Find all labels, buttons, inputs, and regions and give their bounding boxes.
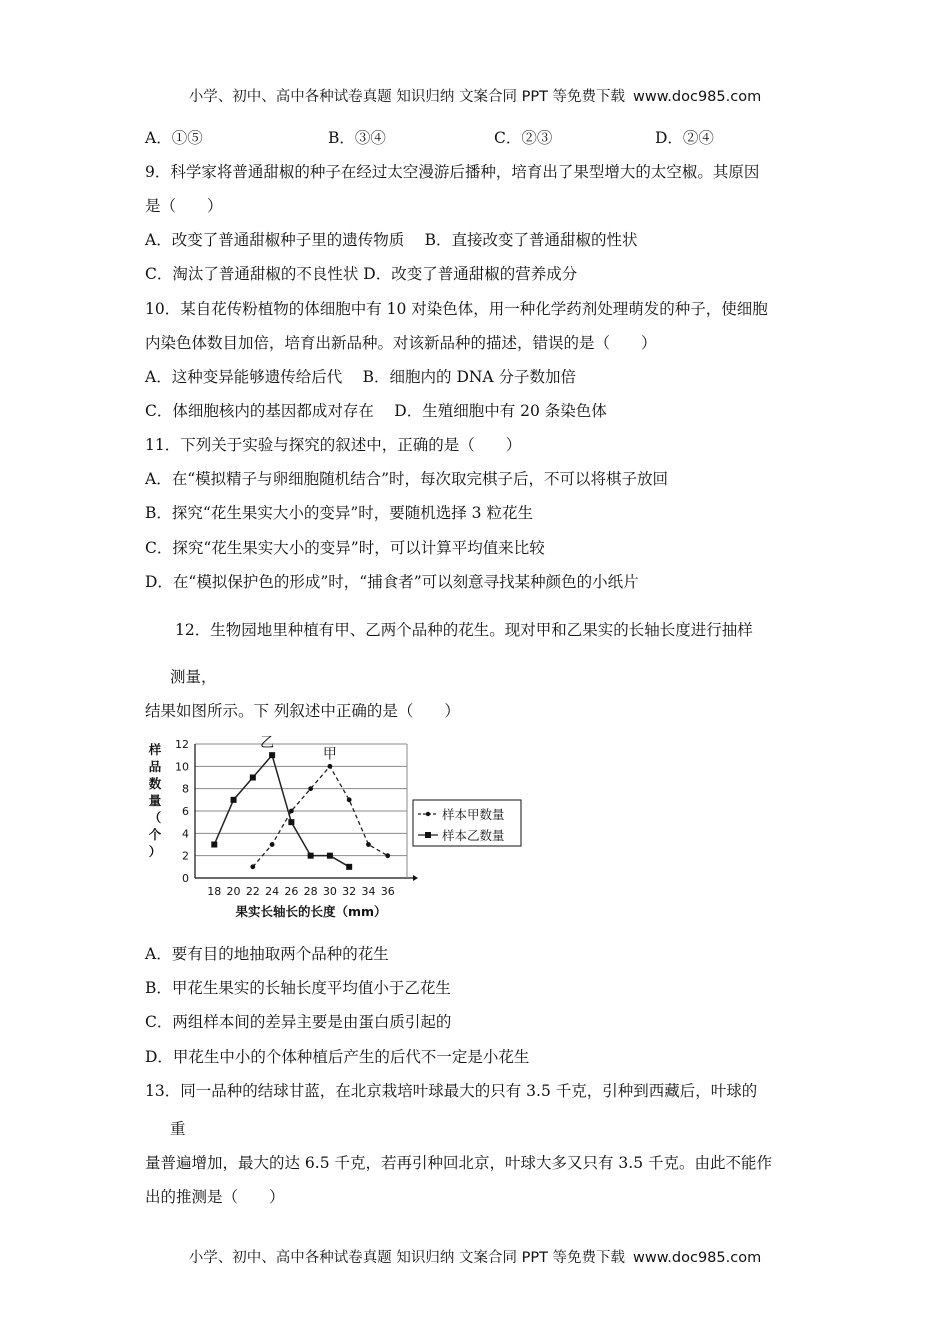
x-tick-label: 28 [303, 885, 318, 898]
data-point [347, 797, 352, 802]
x-axis-arrow [413, 875, 418, 881]
data-point [308, 786, 313, 791]
q9-stem-line2: 是（ ） [145, 197, 223, 215]
x-tick-label: 22 [245, 885, 260, 898]
data-point [308, 853, 314, 859]
y-axis-label-char: 数 [148, 776, 162, 791]
q8-option-d: D．②④ [655, 129, 714, 147]
y-axis-label-char: ） [148, 844, 162, 859]
y-axis-label-char: 样 [148, 742, 162, 757]
y-tick-label: 12 [175, 738, 189, 751]
footer-site-link[interactable]: www.doc985.com [633, 1250, 762, 1266]
y-axis-label-char: （ [148, 810, 162, 825]
y-tick-label: 4 [182, 827, 189, 841]
q9-stem-line1: 9．科学家将普通甜椒的种子在经过太空漫游后播种，培育出了果型增大的太空椒。其原因 [145, 163, 760, 181]
data-point [327, 853, 333, 859]
data-point [231, 797, 237, 803]
q12-option-d: D．甲花生中小的个体种植后产生的后代不一定是小花生 [145, 1048, 530, 1066]
y-axis-label-char: 量 [148, 793, 162, 808]
q10-stem-line1: 10．某自花传粉植物的体细胞中有 10 对染色体，用一种化学药剂处理萌发的种子，使细胞 [145, 300, 768, 318]
y-tick-label: 0 [182, 872, 189, 885]
y-tick-label: 6 [182, 805, 189, 818]
q12-stem-line1: 12．生物园地里种植有甲、乙两个品种的花生。现对甲和乙果实的长轴长度进行抽样 [175, 621, 753, 639]
x-tick-label: 32 [342, 885, 357, 898]
data-point [211, 842, 217, 848]
q13-stem-line1: 13．同一品种的结球甘蓝，在北京栽培叶球最大的只有 3.5 千克，引种到西藏后，叶球的 [145, 1082, 758, 1100]
data-point [328, 764, 333, 769]
q12-option-b: B．甲花生果实的长轴长度平均值小于乙花生 [145, 979, 451, 997]
x-tick-label: 34 [361, 885, 376, 898]
x-tick-label: 26 [284, 885, 299, 898]
x-axis-label: 果实长轴长的长度（mm） [235, 904, 387, 919]
data-point [346, 864, 352, 870]
q10-stem-line2: 内染色体数目加倍，培育出新品种。对该新品种的描述，错误的是（ ） [145, 334, 657, 352]
q9-options-ab: A．改变了普通甜椒种子里的遗传物质 B．直接改变了普通甜椒的性状 [145, 231, 638, 249]
q12-option-c: C．两组样本间的差异主要是由蛋白质引起的 [145, 1013, 452, 1031]
q12-stem-line3: 结果如图所示。下 列叙述中正确的是（ ） [145, 702, 460, 720]
q8-option-b: B．③④ [328, 129, 386, 147]
data-point [250, 775, 256, 781]
q12-option-a: A．要有目的地抽取两个品种的花生 [145, 945, 389, 963]
q8-option-c: C．②③ [494, 129, 553, 147]
y-axis-label-char: 个 [148, 827, 162, 842]
footer-text: 小学、初中、高中各种试卷真题 知识归纳 文案合同 PPT 等免费下载 [188, 1250, 626, 1266]
q11-stem: 11．下列关于实验与探究的叙述中，正确的是（ ） [145, 436, 522, 454]
page-header [0, 85, 950, 106]
q13-stem-line4: 出的推测是（ ） [145, 1188, 285, 1206]
q10-options-ab: A．这种变异能够遗传给后代 B．细胞内的 DNA 分子数加倍 [145, 368, 577, 386]
q10-options-cd: C．体细胞核内的基因都成对存在 D．生殖细胞中有 20 条染色体 [145, 402, 607, 420]
q11-option-c: C．探究“花生果实大小的变异”时，可以计算平均值来比较 [145, 539, 545, 557]
header-site-link[interactable]: www.doc985.com [633, 89, 762, 105]
legend-label: 样本乙数量 [442, 828, 505, 843]
series-label: 甲 [322, 746, 337, 763]
data-point [269, 752, 275, 758]
legend-marker [426, 812, 430, 816]
y-tick-label: 10 [175, 760, 189, 774]
x-tick-label: 20 [226, 885, 241, 898]
data-point [289, 809, 294, 814]
data-point [250, 864, 255, 869]
data-point [385, 853, 390, 858]
series-line-甲 [253, 766, 388, 867]
data-point [270, 842, 275, 847]
q8-option-a: A．①⑤ [145, 129, 203, 147]
q11-option-d: D．在“模拟保护色的形成”时，“捕食者”可以刻意寻找某种颜色的小纸片 [145, 573, 639, 591]
y-axis-label-char: 品 [148, 759, 162, 774]
q9-options-cd: C．淘汰了普通甜椒的不良性状 D．改变了普通甜椒的营养成分 [145, 265, 578, 283]
y-tick-label: 8 [182, 782, 189, 796]
data-point [366, 842, 371, 847]
legend-marker [425, 832, 431, 838]
q12-stem-line2: 测量， [170, 668, 217, 686]
q12-line-chart [145, 730, 525, 925]
x-tick-label: 24 [265, 885, 280, 898]
q11-option-a: A．在“模拟精子与卵细胞随机结合”时，每次取完棋子后，不可以将棋子放回 [145, 470, 669, 488]
data-point [288, 819, 294, 825]
q11-option-b: B．探究“花生果实大小的变异”时，要随机选择 3 粒花生 [145, 504, 533, 522]
x-tick-label: 18 [207, 885, 222, 898]
x-tick-label: 30 [322, 885, 337, 898]
q13-stem-line2: 重 [170, 1120, 186, 1138]
x-tick-label: 36 [380, 885, 395, 898]
series-label: 乙 [260, 735, 275, 752]
page-footer [0, 1246, 950, 1267]
y-tick-label: 2 [182, 849, 189, 863]
legend-label: 样本甲数量 [442, 807, 505, 822]
q13-stem-line3: 量普遍增加，最大的达 6.5 千克，若再引种回北京，叶球大多又只有 3.5 千克。由此不能作 [145, 1154, 773, 1172]
header-text: 小学、初中、高中各种试卷真题 知识归纳 文案合同 PPT 等免费下载 [188, 89, 626, 105]
